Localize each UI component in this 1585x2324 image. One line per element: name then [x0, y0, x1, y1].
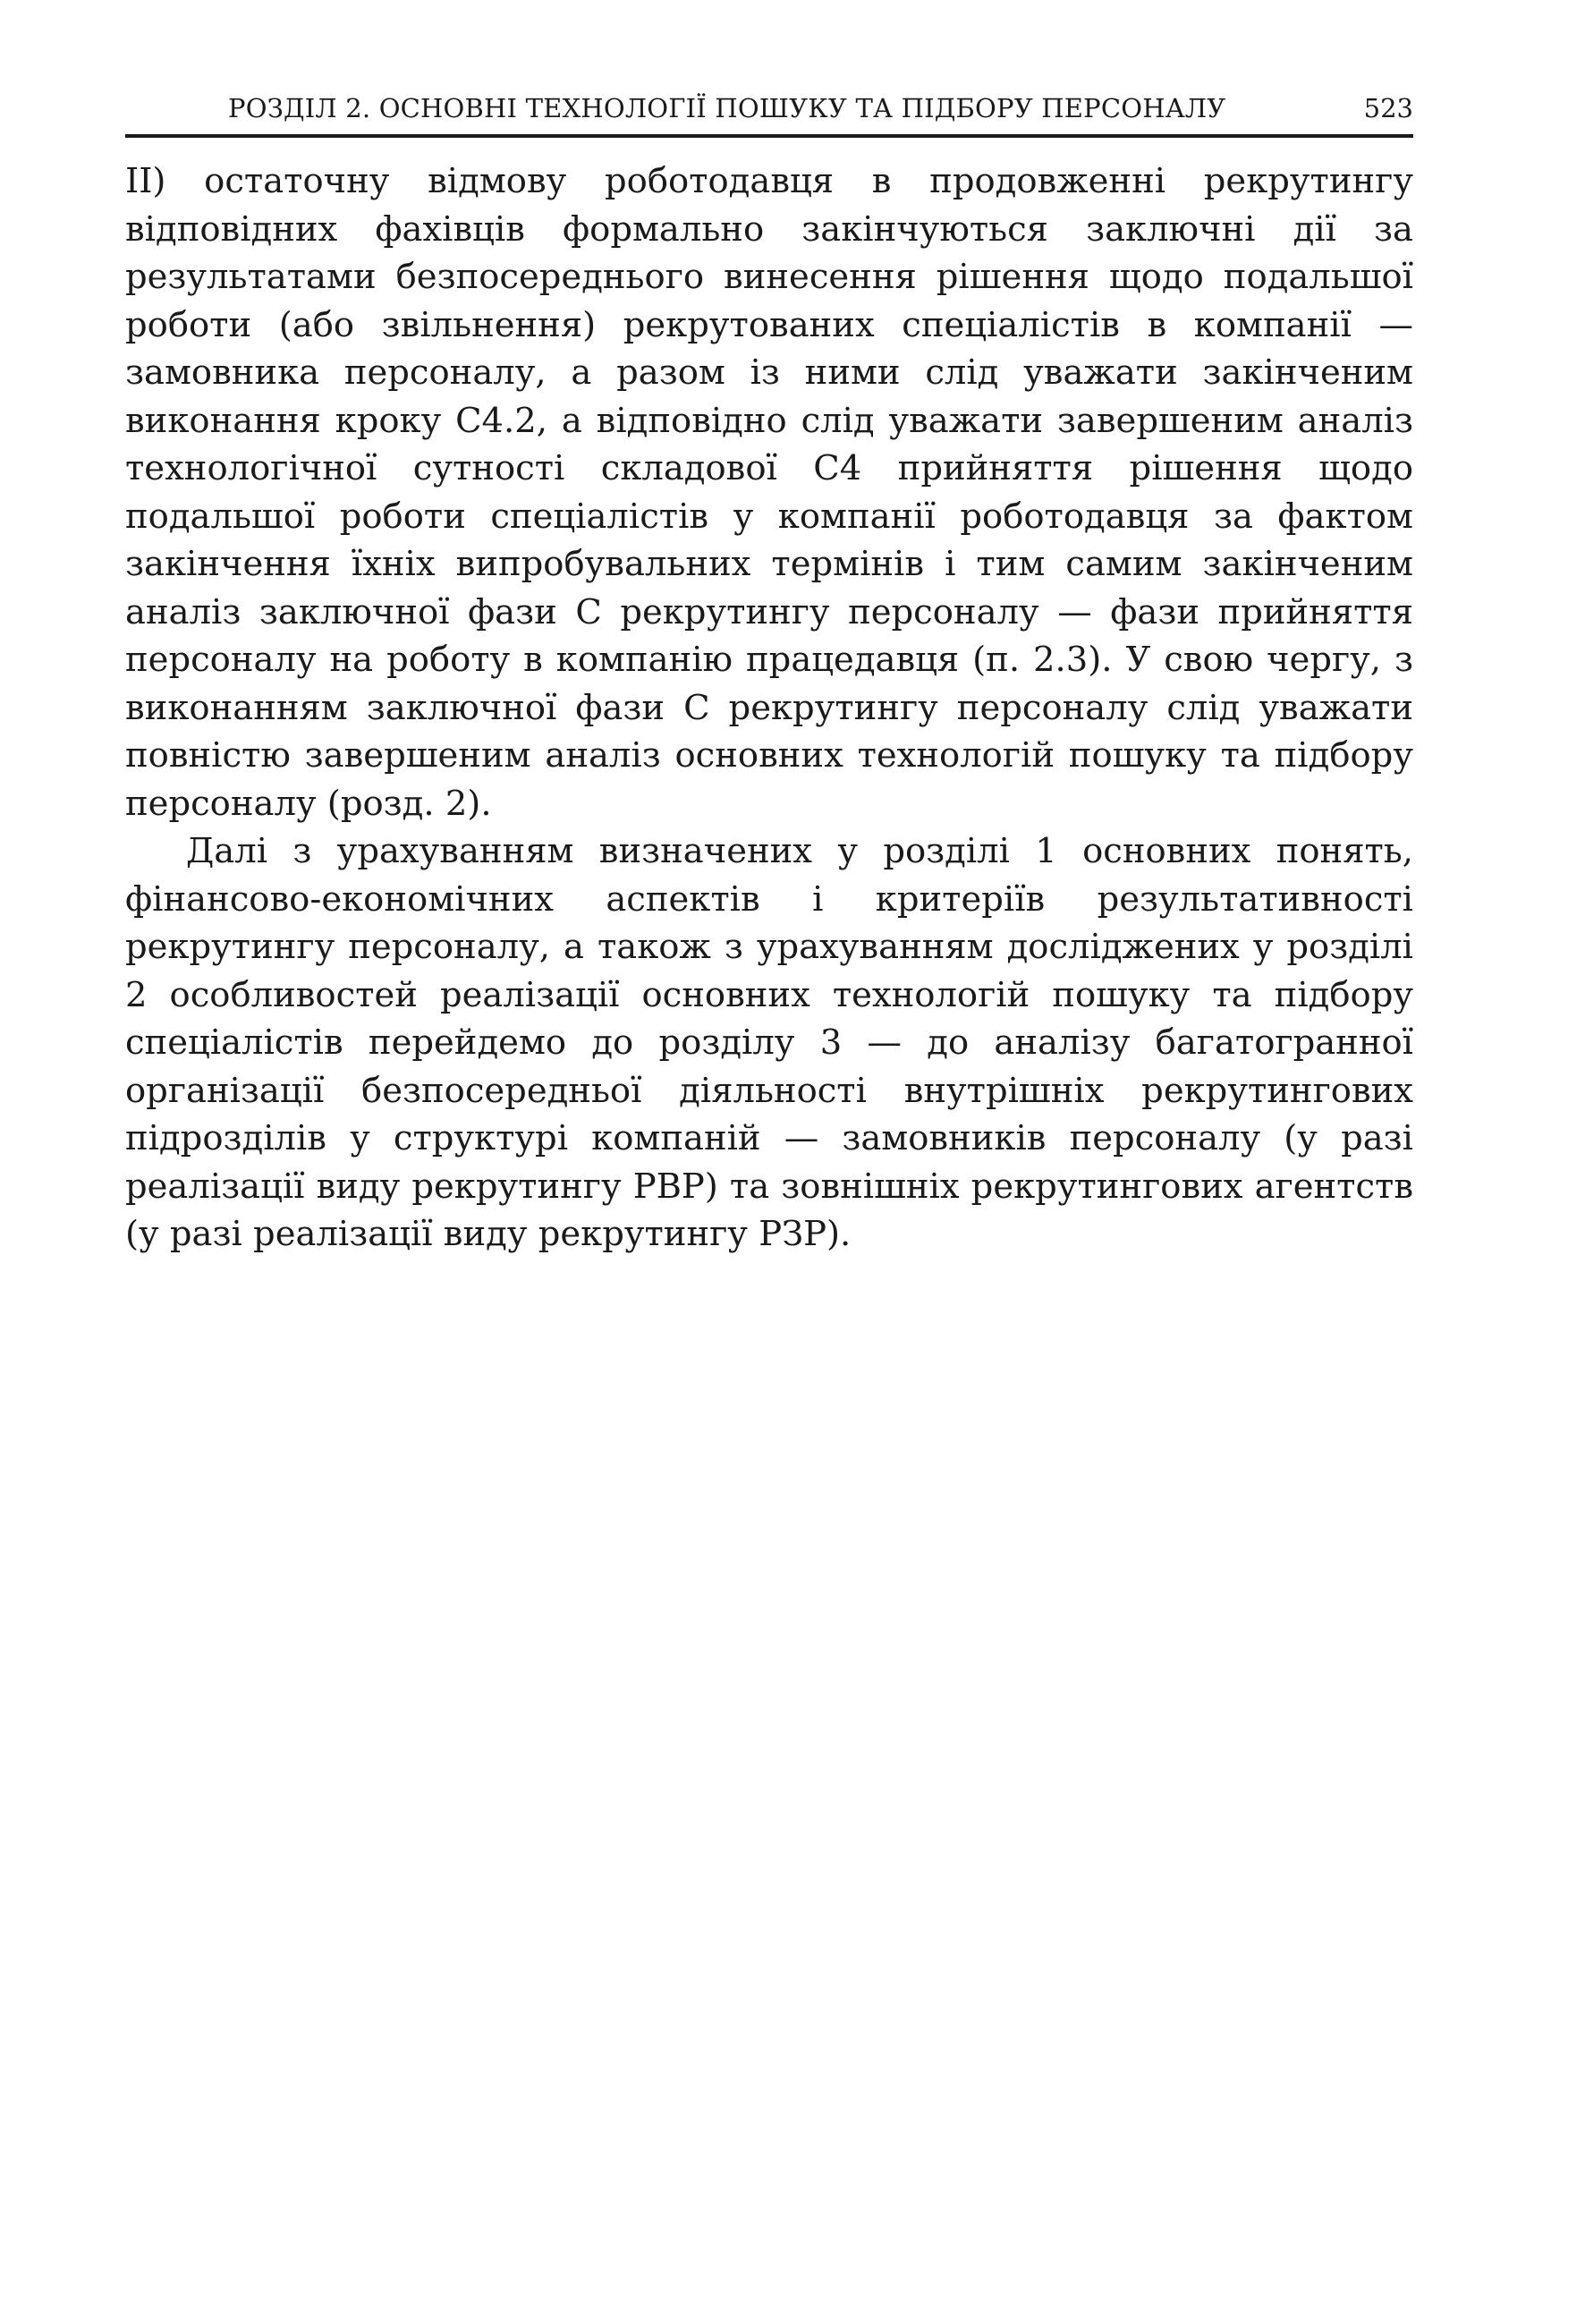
running-title: РОЗДІЛ 2. ОСНОВНІ ТЕХНОЛОГІЇ ПОШУКУ ТА ПІДБОРУ ПЕРСОНАЛУ: [228, 93, 1226, 123]
body-text: [125, 157, 1413, 1259]
running-header: [125, 88, 1413, 138]
page-content: [125, 88, 1413, 1259]
paragraph-continuation: ІІ) остаточну відмову роботодавця в продовженні рекрутингу відповідних фахівців формально закінчуються заключні дії за результатами безпосереднього винесення рішення щодо подальшої роботи (або звільнення) рекрутованих спеціалістів в компанії — замовника персоналу, а разом із ними слід уважати закінченим виконання кроку С4.2, а відповідно слід уважати завершеним аналіз технологічної сутності складової С4 прийняття рішення щодо подальшої роботи спеціалістів у компанії роботодавця за фактом закінчення їхніх випробувальних термінів і тим самим закінченим аналіз заключної фази С рекрутингу персоналу — фази прийняття персоналу на роботу в компанію працедавця (п. 2.3). У свою чергу, з виконанням заключної фази С рекрутингу персоналу слід уважати повністю завершеним аналіз основних технологій пошуку та підбору персоналу (розд. 2).: [125, 161, 1413, 824]
page-number: 523: [1363, 93, 1413, 123]
paragraph-next-section-intro: Далі з урахуванням визначених у розділі 1 основних понять, фінансово-економічних аспектів і критеріїв результативності рекрутингу персоналу, а також з урахуванням досліджених у розділі 2 особливостей реалізації основних технологій пошуку та підбору спеціалістів перейдемо до розділу 3 — до аналізу багатогранної організації безпосередньої діяльності внутрішніх рекрутингових підрозділів у структурі компаній — замовників персоналу (у разі реалізації виду рекрутингу РВР) та зовнішніх рекрутингових агентств (у разі реалізації виду рекрутингу РЗР).: [125, 831, 1413, 1254]
